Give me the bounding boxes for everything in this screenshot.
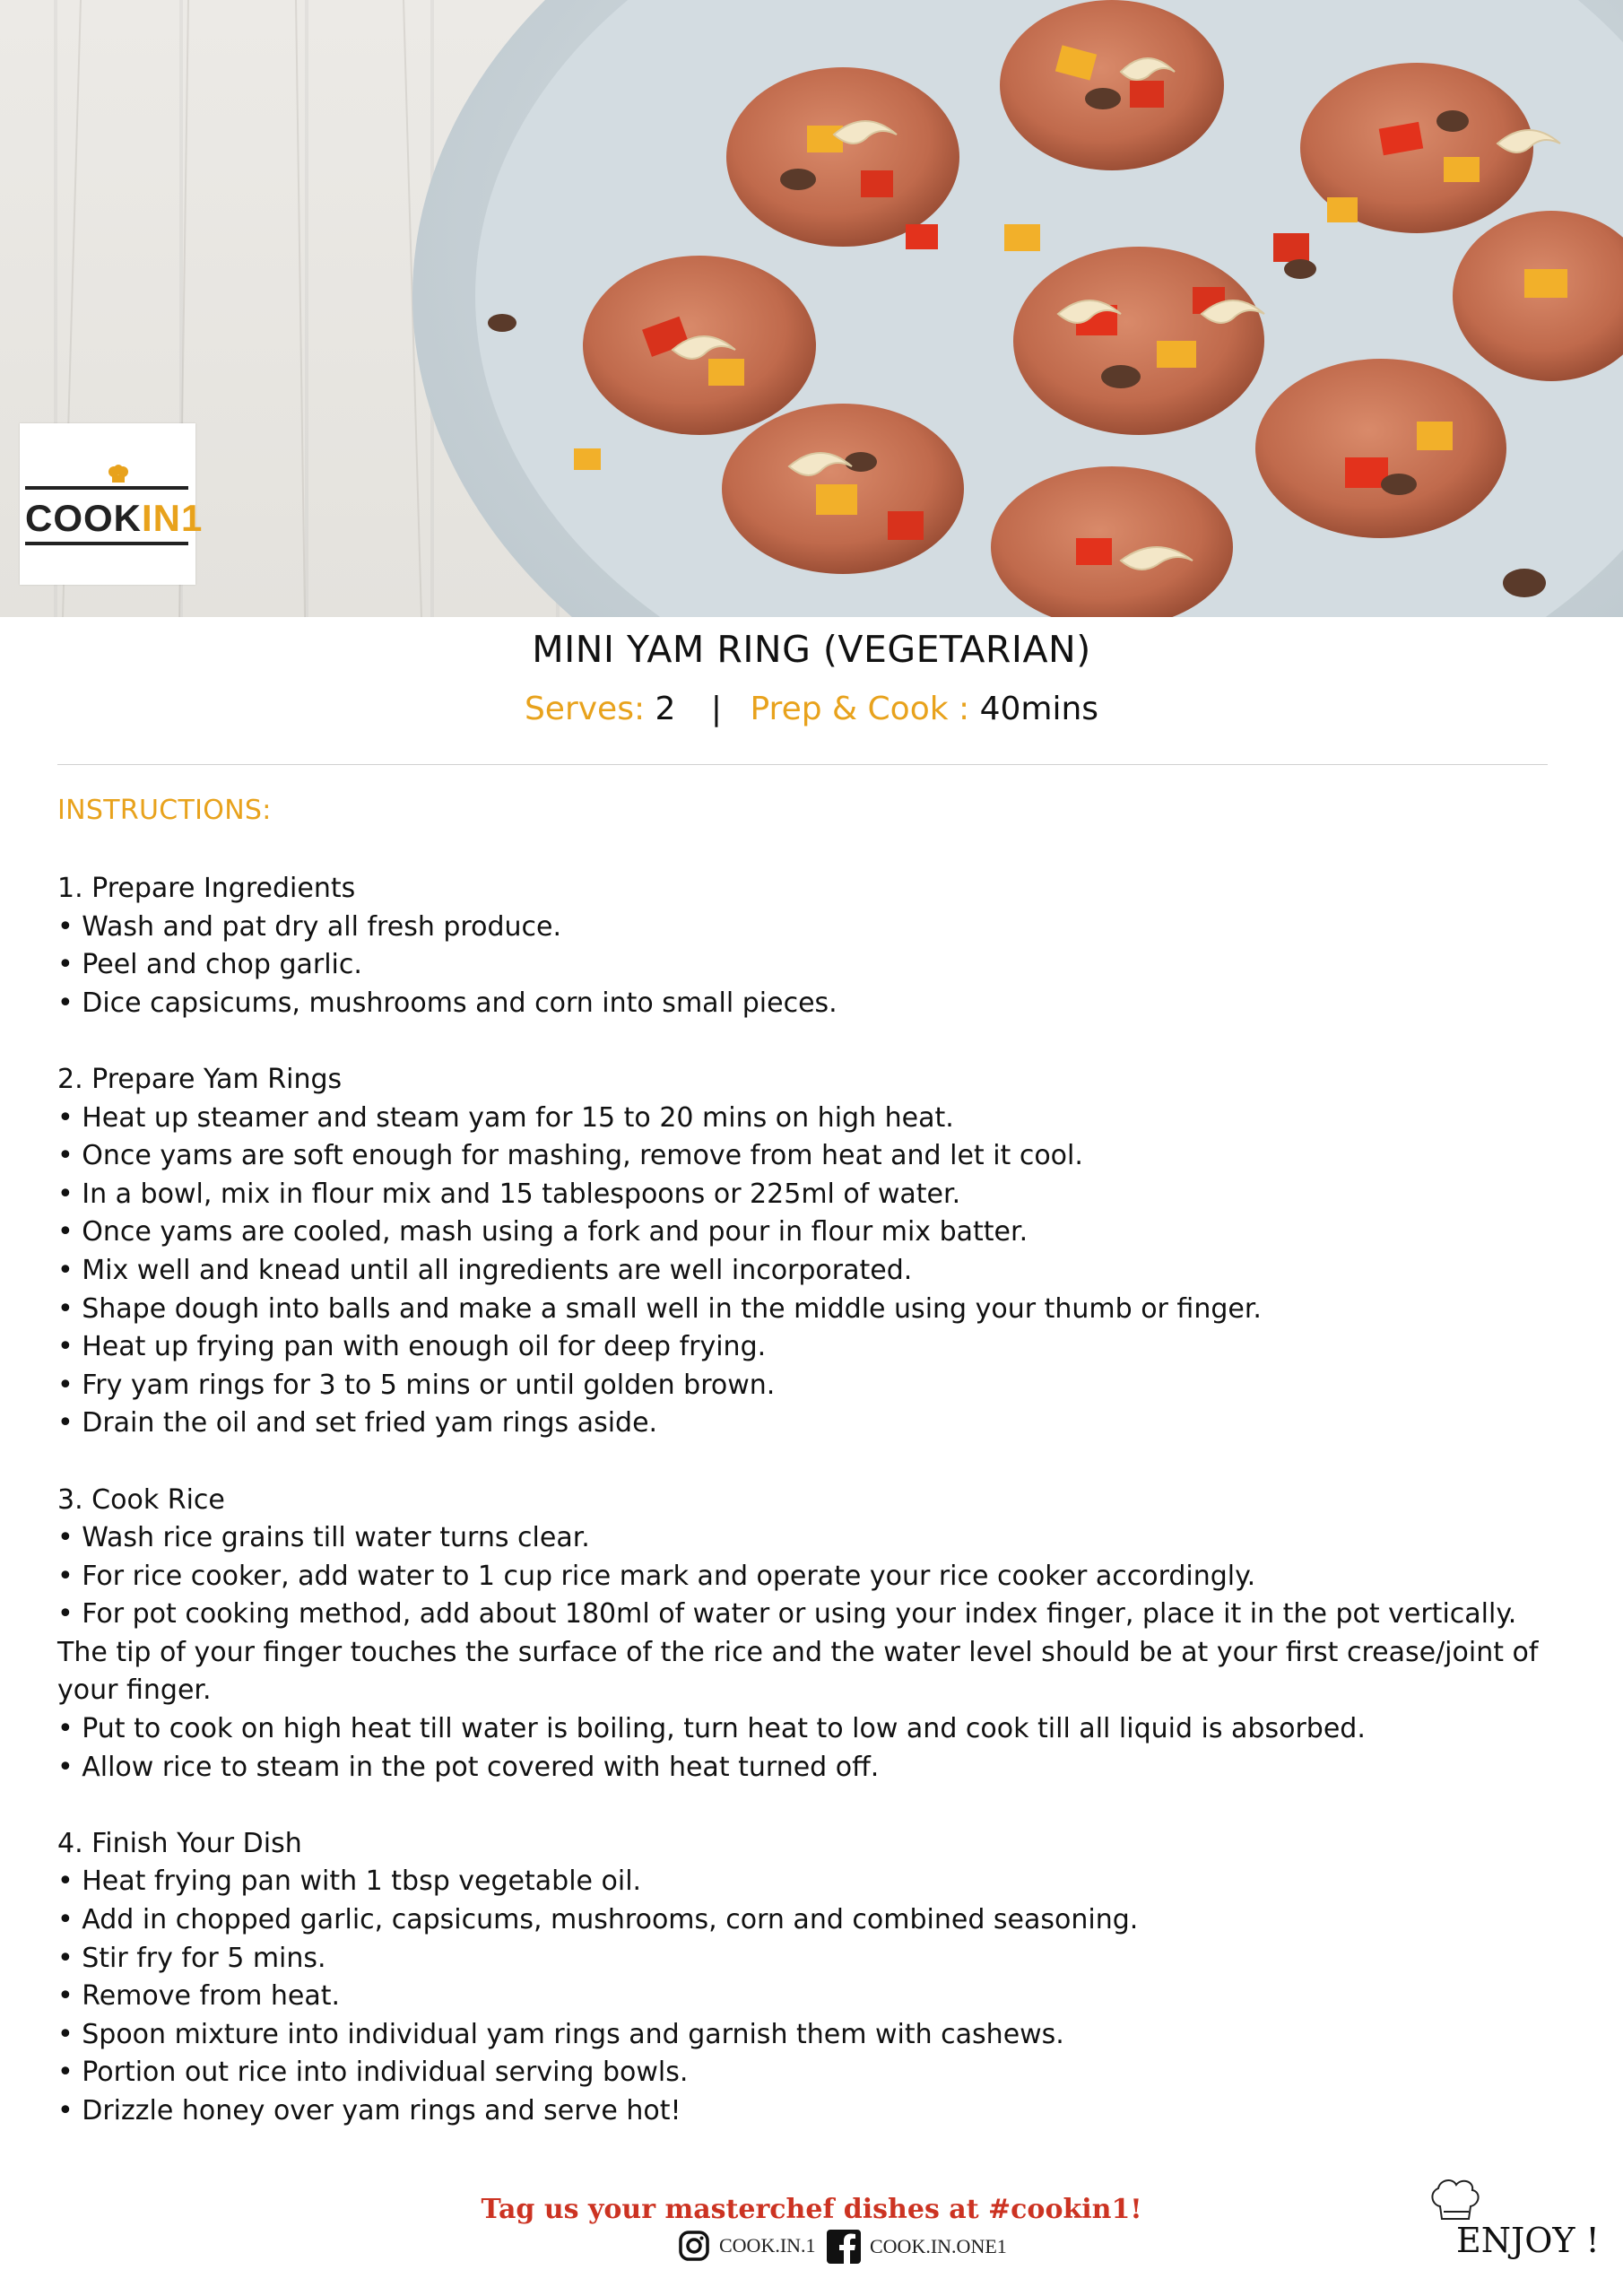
dish-illustration: [0, 0, 1623, 617]
section-cook-rice: [57, 1482, 1573, 1787]
prep-value: 40mins: [979, 691, 1099, 727]
facebook-handle: COOK.IN.ONE1: [870, 2235, 1007, 2257]
step: • Stir fry for 5 mins.: [57, 1942, 326, 1974]
section-title: 2. Prepare Yam Rings: [57, 1063, 343, 1095]
footer-tagline: Tag us your masterchef dishes at #cookin1!: [481, 2194, 1142, 2225]
step: • Heat up frying pan with enough oil for deep frying.: [57, 1331, 767, 1363]
facebook-link[interactable]: [827, 2230, 1007, 2264]
step: • Wash and pat dry all fresh produce.: [57, 910, 561, 943]
step: • Spoon mixture into individual yam rings and garnish them with cashews.: [57, 2018, 1064, 2050]
meta-separator: |: [710, 691, 723, 727]
step: • Add in chopped garlic, capsicums, mushrooms, corn and combined seasoning.: [57, 1904, 1139, 1936]
step: • Allow rice to steam in the pot covered with heat turned off.: [57, 1751, 880, 1783]
step: • Heat up steamer and steam yam for 15 to 20 mins on high heat.: [57, 1101, 954, 1134]
enjoy-text: ENJOY !: [1456, 2221, 1600, 2260]
serves-label: Serves:: [524, 691, 646, 727]
instagram-icon: [678, 2230, 710, 2262]
logo-bar-bottom: [25, 542, 188, 545]
step: • Put to cook on high heat till water is boiling, turn heat to low and cook till all liquid is absorbed.: [57, 1713, 1366, 1745]
step: • Wash rice grains till water turns clear.: [57, 1522, 590, 1554]
chef-hat-icon: [108, 465, 129, 484]
section-title: 3. Cook Rice: [57, 1483, 225, 1516]
instagram-link[interactable]: [678, 2230, 816, 2262]
step: • Shape dough into balls and make a small well in the middle using your thumb or finger.: [57, 1292, 1262, 1325]
social-links: [0, 2230, 1623, 2269]
step: • Peel and chop garlic.: [57, 949, 362, 981]
step: • Remove from heat.: [57, 1980, 341, 2013]
step: • In a bowl, mix in flour mix and 15 tablespoons or 225ml of water.: [57, 1178, 961, 1210]
step: • Mix well and knead until all ingredients are well incorporated.: [57, 1254, 913, 1286]
logo-text: COOKIN1: [25, 497, 204, 539]
step: • Dice capsicums, mushrooms and corn into small pieces.: [57, 987, 838, 1019]
section-title: 1. Prepare Ingredients: [57, 873, 356, 904]
instructions-content: [57, 870, 1573, 2169]
step: • Drain the oil and set fried yam rings aside.: [57, 1407, 658, 1439]
cookin1-logo: [20, 423, 204, 585]
recipe-meta: [0, 691, 1623, 727]
section-prepare-yam-rings: [57, 1061, 1573, 1443]
hero-photo: [0, 0, 1623, 617]
step: • Portion out rice into individual serving bowls.: [57, 2057, 689, 2089]
logo-bar-top: [25, 486, 188, 490]
recipe-title: MINI YAM RING (VEGETARIAN): [532, 628, 1091, 671]
header-divider: [57, 764, 1548, 765]
step: • Heat frying pan with 1 tbsp vegetable oil.: [57, 1866, 642, 1898]
step: • For rice cooker, add water to 1 cup rice mark and operate your rice cooker accordingly.: [57, 1560, 1256, 1592]
section-title: 4. Finish Your Dish: [57, 1827, 302, 1859]
instructions-heading: INSTRUCTIONS:: [57, 795, 272, 826]
facebook-icon: [827, 2230, 861, 2264]
step: • Fry yam rings for 3 to 5 mins or until golden brown.: [57, 1369, 776, 1401]
instagram-handle: COOK.IN.1: [719, 2234, 816, 2257]
step: • For pot cooking method, add about 180ml of water or using your index finger, place it in the pot vertically. The tip of your finger touches the surface of the rice and the water level should be at your first crease/joint of your finger.: [57, 1598, 1539, 1707]
step: • Once yams are cooled, mash using a fork and pour in flour mix batter.: [57, 1216, 1028, 1248]
prep-label: Prep & Cook :: [750, 691, 970, 727]
section-prepare-ingredients: [57, 870, 1573, 1022]
step: • Drizzle honey over yam rings and serve hot!: [57, 2095, 681, 2126]
step: • Once yams are soft enough for mashing, remove from heat and let it cool.: [57, 1140, 1083, 1172]
section-finish-your-dish: [57, 1825, 1573, 2131]
serves-value: 2: [655, 691, 676, 727]
